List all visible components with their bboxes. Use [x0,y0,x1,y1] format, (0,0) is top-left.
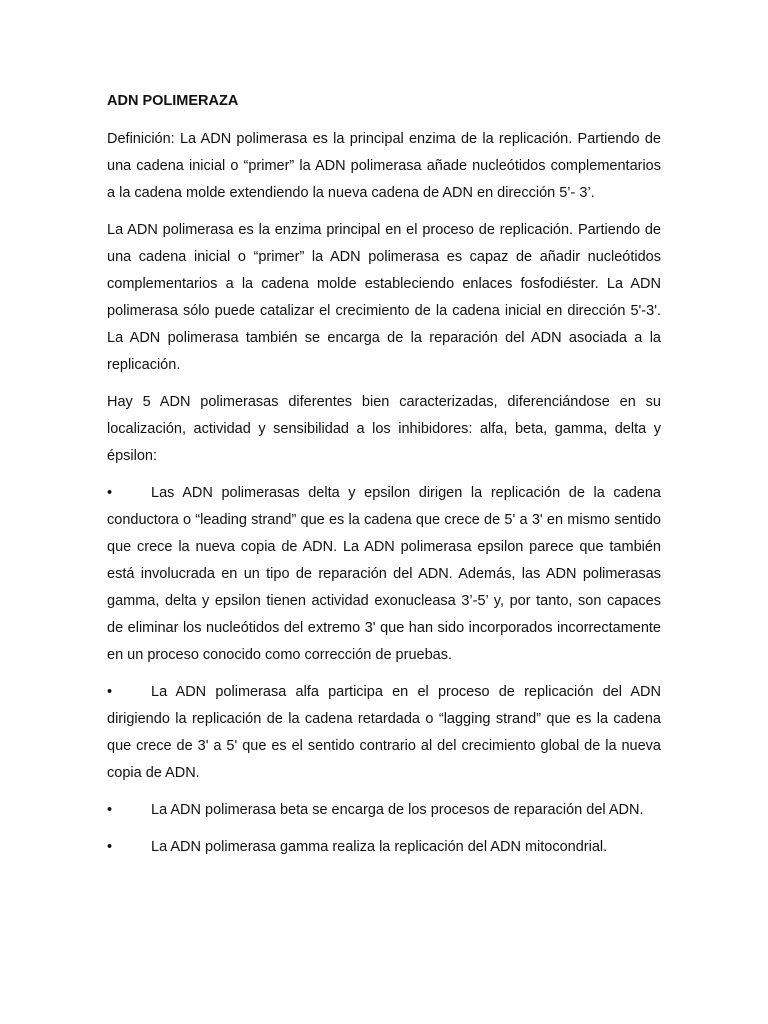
list-item-text: Las ADN polimerasas delta y epsilon dirigen la replicación de la cadena conductora o “leading strand” que es la cadena que crece de 5' a 3' en mismo sentido que crece la nueva copia de ADN. La ADN polimerasa epsilon parece que también está involucrada en un tipo de reparación del ADN. Además, las ADN polimerasas gamma, delta y epsilon tienen actividad exonucleasa 3’-5’ y, por tanto, son capaces de eliminar los nucleótidos del extremo 3' que han sido incorporados incorrectamente en un proceso conocido como corrección de pruebas. [107,485,661,663]
bullet-icon: • [107,802,113,818]
list-item-text: La ADN polimerasa gamma realiza la replicación del ADN mitocondrial. [151,839,608,855]
paragraph-description: La ADN polimerasa es la enzima principal en el proceso de replicación. Partiendo de una cadena inicial o “primer” la ADN polimerasa es capaz de añadir nucleótidos complementarios a la cadena molde estableciendo enlaces fosfodiéster. La ADN polimerasa sólo puede catalizar el crecimiento de la cadena inicial en dirección 5'-3'. La ADN polimerasa también se encarga de la reparación del ADN asociada a la replicación. [107,222,661,373]
bullet-icon: • [107,485,113,501]
list-item-text: La ADN polimerasa alfa participa en el proceso de replicación del ADN dirigiendo la replicación de la cadena retardada o “lagging strand” que es la cadena que crece de 3' a 5' que es el sentido contrario al del crecimiento global de la nueva copia de ADN. [107,684,661,781]
paragraph-types-intro: Hay 5 ADN polimerasas diferentes bien caracterizadas, diferenciándose en su localización, actividad y sensibilidad a los inhibidores: alfa, beta, gamma, delta y épsilon: [107,394,661,464]
document-page [107,90,661,871]
list-item [107,480,661,669]
bullet-icon: • [107,839,113,855]
paragraph-definition: Definición: La ADN polimerasa es la principal enzima de la replicación. Partiendo de una cadena inicial o “primer” la ADN polimerasa añade nucleótidos complementarios a la cadena molde extendiendo la nueva cadena de ADN en dirección 5’- 3’. [107,131,661,201]
list-item [107,679,661,787]
document-title: ADN POLIMERAZA [107,93,239,109]
list-item [107,834,661,861]
list-item [107,797,661,824]
list-item-text: La ADN polimerasa beta se encarga de los procesos de reparación del ADN. [151,802,644,818]
bullet-icon: • [107,684,113,700]
